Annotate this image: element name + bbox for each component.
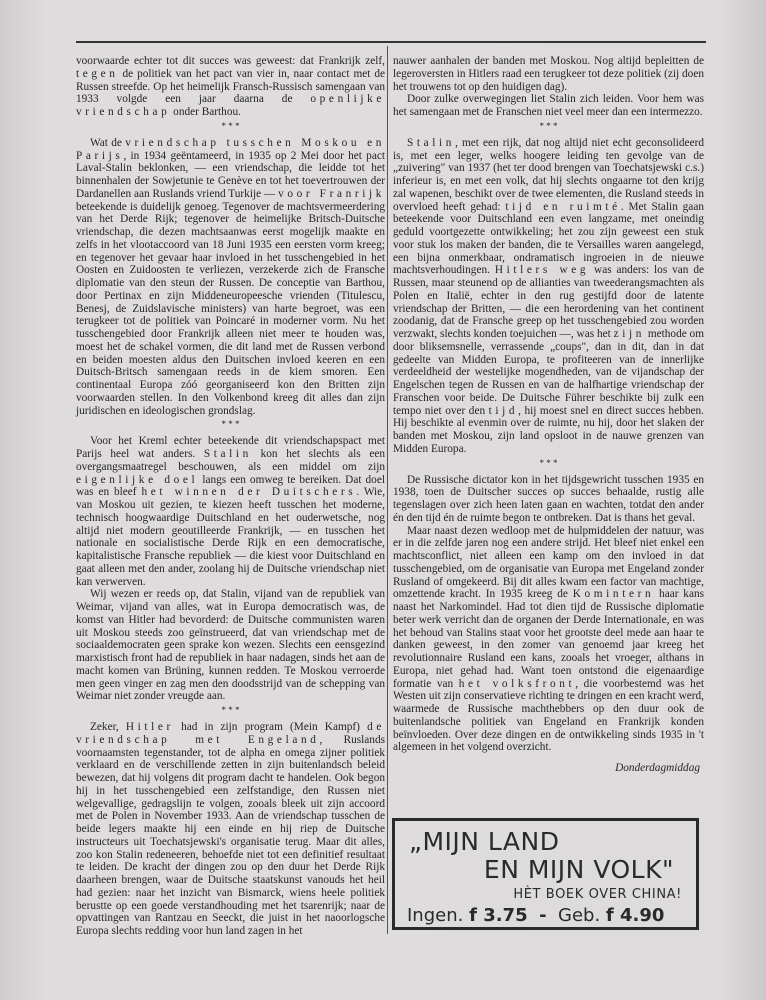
emphasized-text: eigenlijke doel: [76, 473, 199, 486]
text-segment: methode om door bliksemsnelle, verrassende „coups", dan in dit, dan in dat gedeelte van Midden Europa, te profiteeren van de innerlijke verdeeldheid der westelijke mogendheden, van de vijandschap der Engelschen tegen de Russen en van de halfhartige vriendschap der Franschen voor beide. De Duitsche Führer beschikte bij zulk een tempo niet over den: [393, 328, 704, 417]
text-segment: , Ruslands voornaamsten tegenstander, tot de alpha en omega zijner politiek verklaard en de verschillende zetten in zijn buitenlandsch beleid bewezen, dat hij volgens dit program dacht te handelen. Ook begon hij in het tusschengebied een zelfstandige, den Russen niet welgevallige, gedragslijn te volgen, zooals bleek uit zijn accoord met de Polen in November 1933. Aan de vriendschap tusschen de beide legers maakte hij een einde en hij riep de Duitsche instructeurs uit Toechatsjewski's organisatie terug. Maar dit alles, zoo kon Stalin redeneeren, behoefde niet tot een definitief resultaat te leiden. De kracht der dingen zou op den duur het Derde Rijk daarheen brengen, waar de Duitsche staatskunst vanouds het heil had gezien: naar het inzicht van Bismarck, wiens heele politiek berustte op een goede verstandhouding met het tsarenrijk; naar de opvattingen van Rantzau en Seeckt, die juist in het naoorlogsche Europa slechts redding voor hun land zagen in het: [76, 733, 385, 937]
paragraph: [393, 93, 704, 119]
paragraph: [76, 721, 385, 938]
ad-price-geb: f 4.90: [605, 905, 665, 926]
ad-prices: [407, 905, 664, 926]
emphasized-text: zijn: [613, 328, 645, 340]
text-segment: Maar naast dezen wedloop met de hulpmiddelen der natuur, was er in die zelfde jaren nog een andere strijd. Het bleef niet enkel een machtsconflict, niet alleen een kamp om den invloed in dat tusschengebied, om de organisatie van Europa met Engeland zonder Rusland of omgekeerd. Bij dit alles kwam een factor van machtige, omzettende kracht. In 1935 kreeg de: [393, 524, 704, 601]
right-column: [393, 55, 704, 775]
paragraph: [76, 55, 385, 119]
text-segment: , met een rijk, dat nog altijd niet echt geconsolideerd is, met een leger, welks hoogere leiding ten gevolge van de „zuivering" van 1937 (het ter dood brengen van Toechatsjewski c.s.) inferieur is, en met een volk, dat hij slechts ongaarne tot den krijg zal wapenen, beschikt over de twee elementen, die Rusland steeds in overvloed heeft gehad:: [393, 136, 704, 213]
left-column: [76, 55, 385, 938]
emphasized-text: Stalin: [407, 136, 456, 149]
text-segment: was anders: los van de Russen, maar steunend op de allianties van tweederangsmachten als Polen en Italië, echter in den rug gestijfd door de latente vriendschap der Britten, — die een herordening van het continent zoodanig, dat de Fransche greep op het tusschengebied zou worden verzwakt, slechts konden toejuichen —, was het: [393, 264, 705, 340]
text-segment: Wij wezen er reeds op, dat Stalin, vijand van de republiek van Weimar, vijand van alles, wat in Europa democratisch was, de komst van Hitler had bevorderd: de Duitsche communisten waren uit Moskou steeds zoo geïnstrueerd, dat van vriendschap met de sociaaldemocraten geen sprake kon wezen. Slechts een eensgezind marxistisch front had de republiek in haar nadagen, sinds het aan de macht komen van Brüning, kunnen redden. Te Moskou verroerde men geen vinger en zag men den doodsstrijd van de schepping van Weimar niet zonder vreugde aan.: [76, 588, 385, 703]
emphasized-text: Stalin: [203, 448, 252, 460]
emphasized-text: openlijke vriendschap: [76, 93, 385, 118]
ad-title-line1: „MIJN LAND: [409, 827, 560, 856]
text-segment: Zeker,: [90, 721, 126, 733]
ad-title-line2: EN MIJN VOLK": [483, 855, 674, 884]
section-separator: * * *: [539, 457, 558, 468]
section-separator: * * *: [221, 120, 240, 131]
emphasized-text: tijd: [488, 404, 519, 417]
text-segment: voorwaarde echter tot dit succes was geweest: dat Frankrijk zelf,: [76, 55, 385, 67]
text-segment: beteekende is duidelijk genoeg. Tegenover de machtsvermeerdering van het Derde Rijk; tegenover de heimelijke Britsch-Duitsche vriendschap, die dezen machtsaanwas eerst mogelijk maakte en zelfs in het vlootaccoord van 18 Juni 1935 een eersten vorm kreeg; en tegenover het gevaar haar invloed in het tusschengebied in het Oosten en Zuidoosten te verliezen, verzekerde zich de Fransche diplomatie van den steun der Russen. De conceptie van Barthou, door Pertinax en zijn Middeneuropeesche vrienden (Titulescu, Benesj, de Zuidslavische ministers) van harte begroet, was een terugkeer tot de politiek van Poincaré in moderner vorm. Nu het tusschengebied door Frankrijk alleen niet meer te houden was, moest het de schakel vormen, die dit land met de Russen verbond en beiden moesten aldus den Duitschen invloed keeren en een Duitsch-Britsch samengaan reeds in de kiem smoren. Een continentaal Europa zóó georganiseerd kon den Britten zijn voorwaarden stellen. In den Volkenbond kreeg dit alles dan zijn juridischen en ideologischen grondslag.: [76, 200, 385, 417]
text-segment: . Wie, van Moskou uit gezien, te kiezen heeft tusschen het moderne, technisch hoogwaardige Duitschland en het ouderwetsche, nog altijd niet modern geoutilleerde Frankrijk, — en tusschen het nationale en socialistische Derde Rijk en een democratische, kapitalistische Fransche republiek — die kiest voor Duitschland en gaat alleen met den ander, zoolang hij de Duitsche vriendschap niet kan verwerven.: [76, 486, 386, 588]
ad-price-ingen-label: Ingen.: [407, 905, 464, 926]
emphasized-text: tijd en ruimté: [505, 200, 621, 213]
column-divider: [387, 46, 388, 934]
text-segment: Voor het Kreml echter beteekende dit vriendschapspact met Parijs heel wat anders.: [76, 435, 385, 460]
emphasized-text: Komintern: [572, 588, 655, 601]
emphasized-text: de vriendschap met Engeland: [76, 721, 385, 746]
text-segment: . Met Stalin gaan beteekende voor Duitschland een even langzame, met oneindig geduld voortgezette ontwikkeling; het zou zijn geweest een stuk voor stuk los maken der banden, die te Versailles waren aangelegd, een bijna onmerkbaar, ondramatisch ingroeien in de nieuwe machtsverhoudingen.: [393, 200, 704, 277]
emphasized-text: het volksfront: [458, 677, 576, 690]
signature-dateline: Donderdagmiddag: [615, 762, 700, 774]
text-segment: haar kans naast het Narkomindel. Had tot dien tijd de Russische diplomatie beter werk verricht dan de organen der Derde Internationale, en was het behoud van Stalins staat voor het grootste deel mede aan haar te danken geweest, in den zomer van genoemd jaar kreeg het revolutionnaire Rusland een kans, zooals het vroeger, althans in Europa, niet gehad had. Want toen ontstond die eigenaardige formatie van: [393, 588, 704, 690]
text-segment: , in 1934 geëntameerd, in 1935 op 2 Mei door het pact Laval-Stalin beklonken, — een vriendschap, die leidde tot het binnenhalen der Sowjetunie te Genève en tot het toevertrouwen der Dardanellen aan Ruslands vriend Turkije —: [76, 149, 385, 200]
text-segment: langs een omweg te bereiken. Dat doel was en bleef: [76, 473, 385, 499]
text-segment: nauwer aanhalen der banden met Moskou. Nog altijd bepleitten de legeroversten in Hitlers raad een terugkeer tot deze politiek (zij doen het trouwens tot op den huidigen dag).: [393, 55, 704, 93]
text-segment: Wat de: [90, 136, 126, 149]
paragraph: [393, 137, 704, 456]
text-segment: De Russische dictator kon in het tijdsgewricht tusschen 1935 en 1938, toen de Duitscher succes op succes behaalde, rustig alle tegenslagen over zich heen laten gaan en wachten, totdat den ander én den tijd én de ruimte begon te ontbreken. Dat is thans het geval.: [393, 473, 704, 524]
text-segment: had in zijn program (Mein Kampf): [173, 721, 368, 733]
text-segment: kon het slechts als een overgangsmaatregel beschouwen, als een middel om zijn: [76, 448, 385, 473]
section-separator: * * *: [539, 120, 558, 131]
emphasized-text: voor Franrijk: [278, 187, 385, 200]
paragraph: [393, 55, 704, 93]
ad-price-geb-label: Geb.: [558, 905, 601, 926]
text-segment: , hij moest snel en direct succes hebben. Hij beschikte al evenmin over de ruimte, nu hij, door het slaken der banden met Moskou, zijn land opsloot in de nauwe grenzen van Midden Europa.: [393, 404, 704, 455]
text-segment: Door zulke overwegingen liet Stalin zich leiden. Voor hem was het samengaan met de Franschen niet veel meer dan een intermezzo.: [393, 93, 704, 118]
paragraph: [76, 137, 385, 418]
ad-subtitle: HÈT BOEK OVER CHINA!: [513, 887, 682, 902]
section-separator: * * *: [221, 705, 240, 715]
text-segment: onder Barthou.: [170, 106, 241, 118]
book-advertisement: [392, 818, 699, 930]
emphasized-text: Hitler: [125, 721, 174, 733]
ad-price-separator: -: [539, 905, 547, 926]
emphasized-text: vriendschap tusschen Moskou en Parijs: [76, 136, 385, 162]
paragraph: [393, 474, 704, 525]
emphasized-text: tegen: [76, 67, 119, 80]
text-segment: de politiek van het pact van vier in, naar contact met de Russen streefde. Op het heimelijk Fransch-Russisch samengaan van 1933 volgde een jaar daarna de: [76, 67, 385, 106]
text-segment: , die voorbestemd was het Westen uit zijn conservatieve richting te dringen en een kracht werd, waarmede de Russische machthebbers op den duur ook de buitenlandsche politiek van Engeland en Frankrijk konden beïnvloeden. Over deze dingen en de ontwikkeling sinds 1935 in 't algemeen in het volgend overzicht.: [393, 677, 704, 754]
paragraph: [76, 435, 385, 588]
paragraph: [76, 588, 385, 703]
emphasized-text: Hitlers weg: [494, 264, 590, 277]
paragraph: [393, 525, 704, 755]
ad-price-ingen: f 3.75: [469, 905, 528, 926]
top-rule: [76, 41, 706, 43]
section-separator: * * *: [221, 419, 240, 430]
emphasized-text: het winnen der Duitschers: [141, 486, 357, 499]
